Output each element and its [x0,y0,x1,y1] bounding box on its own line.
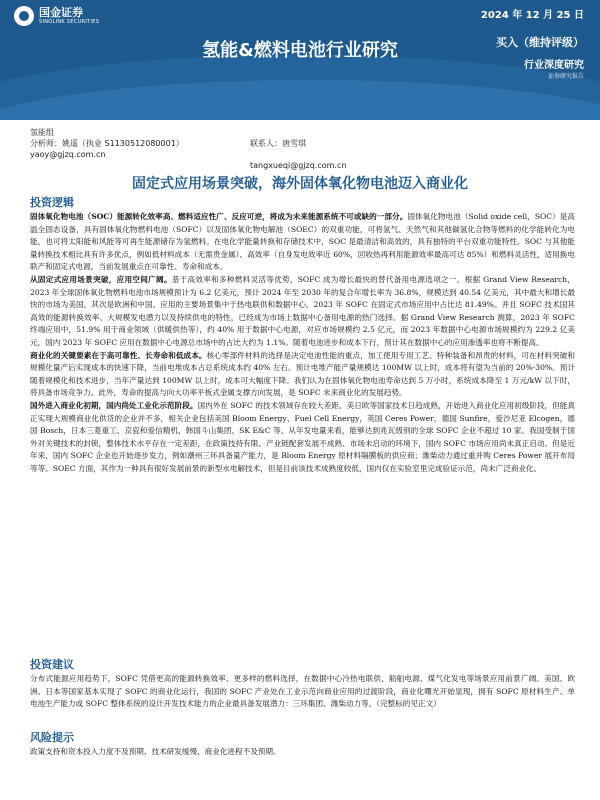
logo-name-en: SINOLINK SECURITIES [39,18,100,25]
paragraph-text: 基于高效率和多种燃料灵活等优势，SOFC 成为增长最快的替代备用电源选项之一。根据 Grand View Research，2023 年全球固体氧化物燃料电池市场规模预计为 6.2 亿美元，预计 2024 年至 2030 年的复合年增长率为 36.8%，规模达到 40.54 亿美元，其中最大和增长最快的市场为美国，其次是欧洲和中国。应用的主要场景集中于热电联供和数据中心，2023 年 SOFC 在固定式市场应用中占比达 81.49%。并且 SOFC 技术国其高效的能源转换效率、大规模发电潜力以及持续供电的特性，已经成为市场上数据中心备用电源的热门选择。据 Grand View Research 测算，2023 年 SOFC 终端应用中，51.9% 用于商业领域（供暖供热等），约 40% 用于数据中心电源，对应市场规模约 2.5 亿元，而 2023 年数据中心电源市场规模约为 229.2 亿美元，国内 2023 年 SOFC 应用在数据中心电源总市场中的占比大约为 1.1%。随着电池进步和成本下行，预计其在数据中心的应用渗透率也将不断提高。 [30,274,576,347]
advice-body [30,673,575,711]
paragraph-lead: 商业化的关键要素在于高可靠性、长寿命和低成本。 [30,350,207,360]
analyst-email: yaoy@gjzq.com.cn [30,150,106,159]
analyst-name: 分析师：姚遥（执业 S1130512080001） [30,139,184,148]
report-type: 行业深度研究 [524,60,584,71]
paragraph-lead: 国外进入商业化初期，国内尚处工业化示范阶段。 [30,400,198,410]
section-heading-advice: 投资建议 [30,658,74,671]
logo-mark-icon [14,6,34,26]
paragraph [30,274,575,350]
risk-body [30,746,575,759]
report-date: 2024 年 12 月 25 日 [480,10,584,21]
sinolink-logo [14,6,99,26]
section-heading-risk: 风险提示 [30,731,74,744]
paragraph-text: 政策支持和资本投入力度不及预期、技术研发缓慢、商业化进程不及预期。 [30,747,281,756]
document-title: 固定式应用场景突破，海外固体氧化物电池迈入商业化 [132,176,468,192]
paragraph [30,350,575,400]
report-header [0,0,600,120]
contact-name: 联系人：唐雪琪 [250,139,306,148]
industry-title: 氢能&燃料电池行业研究 [202,40,398,61]
rating-label: 买入（维持评级） [496,36,584,49]
logic-body [30,211,575,475]
section-heading-logic: 投资逻辑 [30,196,74,209]
paragraph [30,211,575,274]
author-info [30,127,346,171]
research-group: 氢能组 [30,128,54,137]
contact-email: tangxueqi@gjzq.com.cn [250,161,347,170]
logo-name-cn: 国金证券 [39,5,83,19]
paragraph-lead: 固体氧化物电池（SOC）能源转化效率高、燃料适应性广、反应可逆，将成为未来能源系统不可或缺的一部分。 [30,212,408,221]
paragraph-text: 分布式能源应用趋势下，SOFC 凭借更高的能源转换效率、更多样的燃料选择，在数据中心冷热电联供、船舶电源、煤气化发电等场景应用前景广阔。美国、欧洲、日本等国家基本实现了 SOFC 的商业化运行，我国的 SOFC 产业处在工业示范向商业应用的过渡阶段，商业化曙光开始显现，拥有 SOFC 原材料生产、单电池生产能力或 SOFC 整体系统的设计开发技术能力的企业最具备发展潜力：三环集团、潍柴动力等。（完整标的见正文） [30,674,575,709]
paragraph-text: 国内外在 SOFC 的技术领域存在较大差距，美日欧等国家技术日趋成熟，开始进入商业化应用初级阶段，但能真正实现大规模商业化供货的企业并不多，相关企业包括美国 Bloom Energy、Fuel Cell Energy，英国 Ceres Power，德国 Sunfire，爱沙尼亚 Elcogen，德国 Bosch，日本三菱重工、京瓷和爱信精机，韩国斗山集团、SK E&C 等。从年发电量来看，能够达到兆瓦级别的全球 SOFC 企业不超过 10 家。我国受制于国外对关键技术的封锁，整体技术水平存在一定差距，在政策技持有限、产业链配套发展不成熟、市场未启动的环境下，国内 SOFC 市场应用尚未真正启动。但是近年来，国内 SOFC 企业也开始逐步发力，例如潮州三环具备量产能力，是 Bloom Energy 原材料隔膜板的供应商；潍柴动力通过重并购 Ceres Power 展开布局等等。SOEC 方面，其作为一种具有很好发展前景的新型水电解技术，但是目前该技术成熟度较低，国内仅在实验室里完成验证示范，尚未广泛商业化。 [30,400,575,473]
report-subtype: 证券研究报告 [547,73,584,80]
paragraph-text: 固体氧化物电池（Solid oxide cell，SOC）是高温全固态设备，具有固体氧化物燃料电池（SOFC）以及固体氧化物电解池（SOEC）的双重功能，可将氢气、天然气和其他碳氢化合物等燃料的化学能转化为电能，也可将太阳能和风能等可再生能源储存为氢燃料。在电化学能量转换和存储技术中，SOC 是最清洁和高效的，具有独特的平台双重功能特性。SOC 与其他能量转换技术相比具有许多优点，例如低材料成本（无需贵金属）、高效率（自身发电效率近 60%，回收热再利用能源效率最高可达 85%）和燃料灵活性，适用换电联产和固定式电源，当前发展重点在可靠性、寿命和成本。 [30,212,575,272]
paragraph-text: 核心零部件材料的选择是决定电池性能的重点，加工使用专用工艺、特种装备和昂贵的材料，可在材料突破和规模化量产后实现成本的快速下降，当前电堆成本占总系统成本约 40% 左右。预计电堆产能产量规模达 100MW 以上时，成本将有望为当前的 20%-30%。预计随着规模化和技术进步，当年产量达到 100MW 以上时，成本可大幅度下降。我们认为在固体氧化物电池寿命达到 5 万小时，系统成本降至 1 万元/kW 以下时，将具备市场竞争力。此外，寿命的提高与向大功率平板式金属支撑方向发展，是 SOFC 未来商业化的发展趋势。 [30,350,575,398]
paragraph-lead: 从固定式应用场景突破，应用空间广阔。 [30,274,172,284]
paragraph [30,400,575,476]
